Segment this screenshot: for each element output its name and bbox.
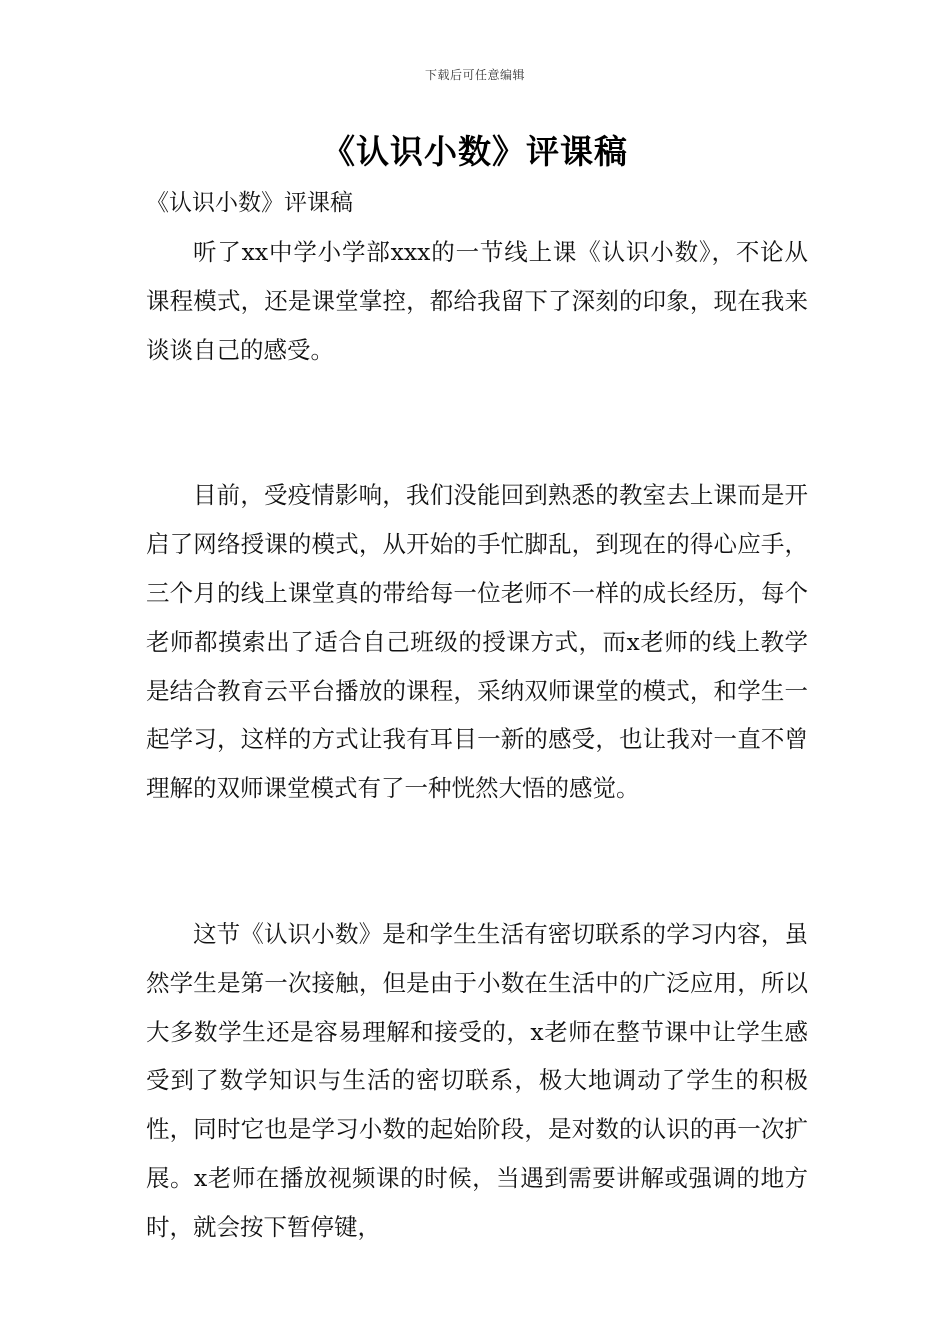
- paragraph-gap: [146, 374, 808, 471]
- header-note: 下载后可任意编辑: [424, 68, 525, 82]
- paragraph-3: 这节《认识小数》是和学生生活有密切联系的学习内容，虽然学生是第一次接触，但是由于小数在生活中的广泛应用，所以大多数学生还是容易理解和接受的，x老师在整节课中让学生感受到了数学知识与生活的密切联系，极大地调动了学生的积极性，同时它也是学习小数的起始阶段，是对数的认识的再一次扩展。x老师在播放视频课的时候，当遇到需要讲解或强调的地方时，就会按下暂停键，: [146, 919, 808, 1241]
- paragraph-2: 目前，受疫情影响，我们没能回到熟悉的教室去上课而是开启了网络授课的模式，从开始的手忙脚乱，到现在的得心应手，三个月的线上课堂真的带给每一位老师不一样的成长经历，每个老师都摸索出了适合自己班级的授课方式，而x老师的线上教学是结合教育云平台播放的课程，采纳双师课堂的模式，和学生一起学习，这样的方式让我有耳目一新的感受，也让我对一直不曾理解的双师课堂模式有了一种恍然大悟的感觉。: [146, 481, 808, 803]
- paragraph-gap: [146, 813, 808, 910]
- paragraph-1: 听了xx中学小学部xxx的一节线上课《认识小数》，不论从课程模式，还是课堂掌控，都给我留下了深刻的印象，现在我来谈谈自己的感受。: [146, 238, 808, 364]
- document-subtitle: 《认识小数》评课稿: [146, 190, 353, 216]
- document-body: [146, 228, 808, 1252]
- document-title: 《认识小数》评课稿: [322, 132, 628, 171]
